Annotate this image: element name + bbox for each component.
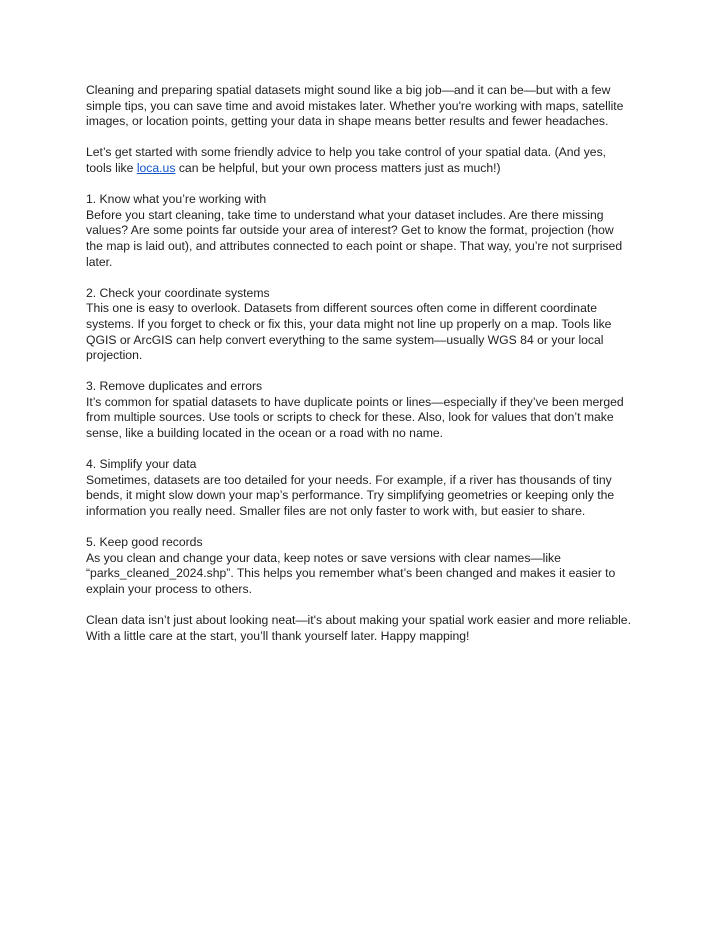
conclusion-paragraph: Clean data isn’t just about looking neat—it's about making your spatial work easier and more reliable. With a little care at the start, you’ll thank yourself later. Happy mapping! (86, 613, 631, 643)
section-body: Sometimes, datasets are too detailed for your needs. For example, if a river has thousands of tiny bends, it might slow down your map’s performance. Try simplifying geometries or keeping only the information you really need. Smaller files are not only faster to work with, but easier to share. (86, 472, 615, 519)
section-heading: 3. Remove duplicates and errors (86, 379, 263, 394)
section-keep-records (86, 535, 634, 597)
section-know-your-data (86, 192, 634, 270)
intro-tools-text-before: Let’s get started with some friendly advice to help you take control of your spatial data. (And yes, tools like (86, 145, 607, 175)
section-body: Before you start cleaning, take time to understand what your dataset includes. Are there missing values? Are some points far outside your area of interest? Get to know the format, projection (how the map is laid out), and attributes connected to each point or shape. That way, you’re not surprised later. (86, 207, 623, 269)
section-body: This one is easy to overlook. Datasets from different sources often come in different coordinate systems. If you forget to check or fix this, your data might not line up properly on a map. Tools like QGIS or ArcGIS can help convert everything to the same system—usually WGS 84 or your local projection. (86, 301, 612, 363)
intro-tools-paragraph (86, 145, 634, 176)
loca-us-link[interactable]: loca.us (136, 160, 176, 175)
section-duplicates-errors (86, 379, 634, 441)
intro-paragraph: Cleaning and preparing spatial datasets might sound like a big job—and it can be—but with a few simple tips, you can save time and avoid mistakes later. Whether you're working with maps, satellite images, or location points, getting your data in shape means better results and fewer headaches. (86, 83, 624, 129)
section-coordinate-systems (86, 286, 634, 364)
intro-tools-text-after: can be helpful, but your own process matters just as much!) (175, 160, 501, 175)
section-heading: 4. Simplify your data (86, 457, 197, 472)
section-heading: 2. Check your coordinate systems (86, 285, 270, 300)
section-simplify-data (86, 457, 634, 519)
section-heading: 5. Keep good records (86, 535, 203, 550)
section-heading: 1. Know what you’re working with (86, 192, 267, 207)
section-body: It’s common for spatial datasets to have duplicate points or lines—especially if they’ve been merged from multiple sources. Use tools or scripts to check for these. Also, look for values that don’t make sense, like a building located in the ocean or a road with no name. (86, 394, 624, 441)
section-body: As you clean and change your data, keep notes or save versions with clear names—like “parks_cleaned_2024.shp”. This helps you remember what’s been changed and makes it easier to explain your process to others. (86, 550, 616, 596)
document-body (86, 83, 634, 660)
